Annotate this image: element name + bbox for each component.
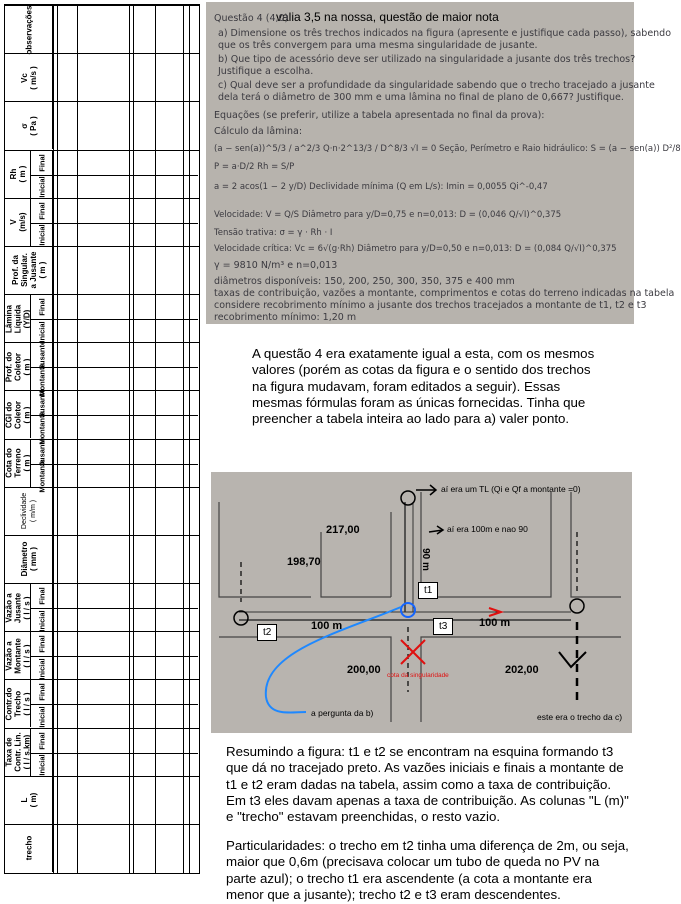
table-column-band bbox=[4, 341, 199, 397]
column-header-label: Taxa de Contr. Lin. ( l / s.km) bbox=[4, 732, 31, 772]
column-subheader bbox=[31, 729, 53, 753]
column-header-label: σ ( Pa ) bbox=[19, 116, 38, 136]
table-column-header bbox=[5, 343, 31, 390]
table-column-header bbox=[5, 54, 53, 101]
label-t3: t3 bbox=[433, 618, 453, 635]
table-column-band bbox=[5, 5, 199, 53]
table-row-divider bbox=[53, 5, 54, 873]
explanation-paragraph-1: A questão 4 era exatamente igual a esta, com os mesmos valores (porém as cotas da figura e o sentido dos trechos na figura mudavam, foram editados a seguir). Essas mesmas fórmulas foram as únicas fornecidas. Tinha que preencher a tabela inteira ao lado para a) valer ponto. bbox=[252, 346, 595, 427]
table-subrow-divider bbox=[53, 464, 198, 465]
label-t2: t2 bbox=[257, 624, 277, 641]
column-header-label: Vazão a Montante ( l / s ) bbox=[4, 637, 31, 674]
question-line: b) Que tipo de acessório deve ser utilizado na singularidade a jusante dos três trechos? bbox=[218, 54, 636, 65]
table-column-band bbox=[5, 101, 199, 149]
table-column-header bbox=[5, 199, 31, 246]
column-subheader bbox=[31, 341, 53, 370]
table-column-header bbox=[5, 825, 53, 872]
table-subrow-divider bbox=[53, 319, 198, 320]
table-subrow-divider bbox=[53, 704, 198, 705]
column-header-label: Contr.do Trecho ( l / s ) bbox=[4, 687, 31, 721]
subheader-label: Inicial bbox=[37, 706, 46, 728]
elevation-202: 202,00 bbox=[505, 664, 539, 676]
table-subrow-divider bbox=[53, 608, 198, 609]
length-vertical: 90 m bbox=[419, 548, 431, 571]
table-column-band bbox=[5, 150, 199, 198]
question-line: a) Dimensione os três trechos indicados na figura (apresente e justifique cada passo), sabendo bbox=[218, 28, 672, 39]
column-subheader bbox=[31, 363, 53, 397]
subheader-label: Inicial bbox=[37, 658, 46, 680]
question-line: Justifique a escolha. bbox=[218, 66, 314, 77]
table-column-header bbox=[5, 584, 31, 631]
subheader-label: Montante bbox=[37, 459, 46, 493]
subheader-label: Inicial bbox=[37, 320, 46, 343]
table-row-divider bbox=[189, 5, 190, 873]
note-mid: aí era 100m e nao 90 bbox=[447, 524, 528, 534]
question-line: c) Qual deve ser a profundidade da singularidade sabendo que o trecho tracejado a jusante bbox=[218, 80, 655, 91]
column-header-label: Cota do Terreno ( m ) bbox=[4, 448, 31, 478]
column-subheader bbox=[31, 584, 53, 608]
subheader-label: Final bbox=[37, 201, 46, 220]
subheader-label: Montante bbox=[37, 363, 46, 397]
table-column-band bbox=[5, 824, 199, 872]
equation-line: (a − sen(a))^5/3 / a^2/3 Q·n·2^13/3 / D^8/3 √I = 0 Seção, Perímetro e Raio hidráulico: S = (a − sen(a)) D²/8 bbox=[214, 144, 681, 154]
question-heading: Questão 4 (4,0) bbox=[214, 13, 289, 24]
column-header-label: Vc ( m/s ) bbox=[19, 65, 38, 90]
equation-line: Velocidade crítica: Vc = 6√(g·Rh) Diâmetro para y/D=0,50 e n=0,013: D = (0,084 Q/√I)^0,375 bbox=[214, 244, 617, 254]
column-header-label: Rh ( m ) bbox=[8, 165, 27, 183]
table-column-header bbox=[5, 488, 53, 535]
column-subheader bbox=[31, 680, 53, 704]
table-column-band bbox=[5, 631, 199, 679]
note-question-b: a pergunta da b) bbox=[311, 708, 374, 718]
note-question-c: este era o trecho da c) bbox=[537, 712, 623, 722]
diagram-drawing bbox=[211, 472, 632, 733]
column-header-label: V (m/s) bbox=[8, 212, 27, 232]
column-subheader bbox=[31, 753, 53, 777]
subheader-label: Final bbox=[37, 635, 46, 653]
table-column-header bbox=[5, 729, 31, 776]
column-header-label: Prof. da Singular. a Jusante ( m ) bbox=[10, 251, 47, 289]
table-column-header bbox=[5, 536, 53, 583]
elevation-198: 198,70 bbox=[287, 556, 321, 568]
table-row-divider bbox=[129, 5, 130, 873]
table-column-header bbox=[5, 440, 31, 487]
table-column-band bbox=[5, 679, 199, 727]
column-header-label: Diâmetro ( mm ) bbox=[19, 542, 38, 577]
column-header-label: observações bbox=[24, 5, 33, 55]
table-column-header bbox=[5, 151, 31, 198]
equations-heading: Equações (se preferir, utilize a tabela apresentada no final da prova): bbox=[214, 110, 545, 121]
dimensioning-table bbox=[4, 4, 200, 874]
photo-annotation-title: valia 3,5 na nossa, questão de maior nota bbox=[276, 10, 499, 24]
table-row-divider bbox=[155, 5, 156, 873]
subheader-label: Jusante bbox=[37, 437, 46, 466]
length-right: 100 m bbox=[479, 617, 511, 629]
table-row-divider bbox=[133, 5, 134, 873]
table-column-header bbox=[5, 6, 53, 53]
subheader-label: Final bbox=[37, 683, 46, 702]
table-column-band bbox=[5, 246, 199, 294]
data-line: diâmetros disponíveis: 150, 200, 250, 300, 350, 375 e 400 mm bbox=[214, 276, 515, 287]
question-line: dela terá o diâmetro de 300 mm e uma lâmina no final de plano de 0,667? Justifique. bbox=[218, 92, 624, 103]
column-subheader bbox=[31, 175, 53, 199]
table-subrow-divider bbox=[53, 656, 198, 657]
table-subrow-divider bbox=[53, 367, 198, 368]
explanation-paragraph-2: Resumindo a figura: t1 e t2 se encontram na esquina formando t3 que dá no tracejado preto. As vazões iniciais e finais a montante de t1 e t2 eram dadas na tabela, assim como a taxa de contribuição. Em t3 eles davam apenas a taxa de contribuição. As colunas "L (m)" e "trecho" estavam preenchidas, o resto vazio. bbox=[226, 744, 629, 825]
column-header-label: Declividade ( m/m ) bbox=[20, 493, 37, 530]
subheader-label: Inicial bbox=[37, 224, 46, 246]
data-line: taxas de contribuição, vazões a montante, comprimentos e cotas do terreno indicadas na tabela bbox=[214, 288, 675, 299]
subheader-label: Final bbox=[37, 731, 46, 750]
table-column-band bbox=[5, 53, 199, 101]
subheader-label: Jusante bbox=[37, 389, 46, 418]
note-red: cota da singularidade bbox=[387, 672, 449, 679]
table-column-header bbox=[5, 777, 53, 824]
explanation-paragraph-3: Particularidades: o trecho em t2 tinha uma diferença de 2m, ou seja, maior que 0,6m (precisava colocar um tubo de queda no PV na parte azul); o trecho t1 era ascendente (a cota a montante era menor que a jusante); trecho t2 e t3 eram descendentes. bbox=[226, 838, 629, 902]
label-t1: t1 bbox=[418, 582, 438, 599]
table-column-header bbox=[5, 391, 31, 438]
column-subheader bbox=[31, 151, 53, 175]
subheader-label: Final bbox=[37, 298, 46, 316]
table-column-band bbox=[5, 198, 199, 246]
column-header-label: Vazão a Jusante ( l / s ) bbox=[4, 592, 31, 623]
table-column-band bbox=[5, 776, 199, 824]
table-column-band bbox=[4, 437, 199, 493]
table-column-band bbox=[5, 583, 199, 631]
table-row-divider bbox=[57, 5, 58, 873]
table-subrow-divider bbox=[53, 415, 198, 416]
equation-line: Tensão trativa: σ = γ · Rh · I bbox=[214, 228, 333, 238]
subheader-label: Inicial bbox=[37, 609, 46, 632]
column-subheader bbox=[31, 319, 53, 343]
subheader-label: Final bbox=[37, 587, 46, 605]
equation-line: P = a·D/2 Rh = S/P bbox=[214, 162, 295, 172]
equation-line: Cálculo da lâmina: bbox=[214, 126, 303, 137]
column-subheader bbox=[31, 704, 53, 728]
question-line: que os três convergem para uma mesma singularidade de jusante. bbox=[218, 40, 538, 51]
column-subheader bbox=[31, 632, 53, 656]
table-column-header bbox=[5, 680, 31, 727]
table-column-header bbox=[5, 295, 31, 342]
equation-line: a = 2 acos(1 − 2 y/D) Declividade mínima (Q em L/s): Imin = 0,0055 Qi^-0,47 bbox=[214, 182, 548, 192]
table-column-band bbox=[5, 535, 199, 583]
table-row-divider bbox=[183, 5, 184, 873]
exam-question-photo bbox=[206, 2, 681, 324]
table-subrow-divider bbox=[53, 175, 198, 176]
equation-line: Velocidade: V = Q/S Diâmetro para y/D=0,75 e n=0,013: D = (0,046 Q/√I)^0,375 bbox=[214, 210, 562, 220]
column-header-label: trecho bbox=[24, 836, 33, 861]
note-top: aí era um TL (Qi e Qf a montante =0) bbox=[441, 484, 581, 494]
data-line: considere recobrimento mínimo a jusante dos trechos tracejados a montante de t1, t2 e t3 bbox=[214, 300, 647, 311]
table-column-header bbox=[5, 102, 53, 149]
column-subheader bbox=[31, 411, 53, 445]
sewer-network-diagram bbox=[211, 472, 632, 733]
table-column-band bbox=[4, 389, 199, 445]
subheader-label: Inicial bbox=[37, 176, 46, 198]
elevation-217: 217,00 bbox=[326, 524, 360, 536]
column-subheader bbox=[31, 295, 53, 319]
table-column-band bbox=[5, 294, 199, 342]
table-column-header bbox=[5, 247, 53, 294]
column-subheader bbox=[31, 656, 53, 680]
table-column-header bbox=[5, 632, 31, 679]
column-subheader bbox=[31, 199, 53, 223]
subheader-label: Montante bbox=[37, 411, 46, 445]
elevation-200: 200,00 bbox=[347, 664, 381, 676]
column-header-label: Lâmina Líquida (Y/D) bbox=[4, 304, 31, 333]
column-subheader bbox=[31, 223, 53, 247]
subheader-label: Inicial bbox=[37, 754, 46, 776]
table-subrow-divider bbox=[53, 753, 198, 754]
equation-line: γ = 9810 N/m³ e n=0,013 bbox=[214, 260, 338, 271]
length-left: 100 m bbox=[311, 620, 343, 632]
column-subheader bbox=[31, 459, 53, 493]
subheader-label: Final bbox=[37, 153, 46, 172]
column-header-label: L ( m) bbox=[19, 792, 38, 808]
data-line: recobrimento mínimo: 1,20 m bbox=[214, 312, 357, 323]
subheader-label: Jusante bbox=[37, 341, 46, 370]
column-header-label: Prof. do Coletor ( m ) bbox=[4, 351, 31, 382]
table-row-divider bbox=[77, 5, 78, 873]
table-column-band bbox=[5, 728, 199, 776]
column-subheader bbox=[31, 608, 53, 632]
column-header-label: CGI do Coletor ( m ) bbox=[4, 400, 31, 429]
table-column-band bbox=[5, 487, 199, 535]
table-subrow-divider bbox=[53, 223, 198, 224]
